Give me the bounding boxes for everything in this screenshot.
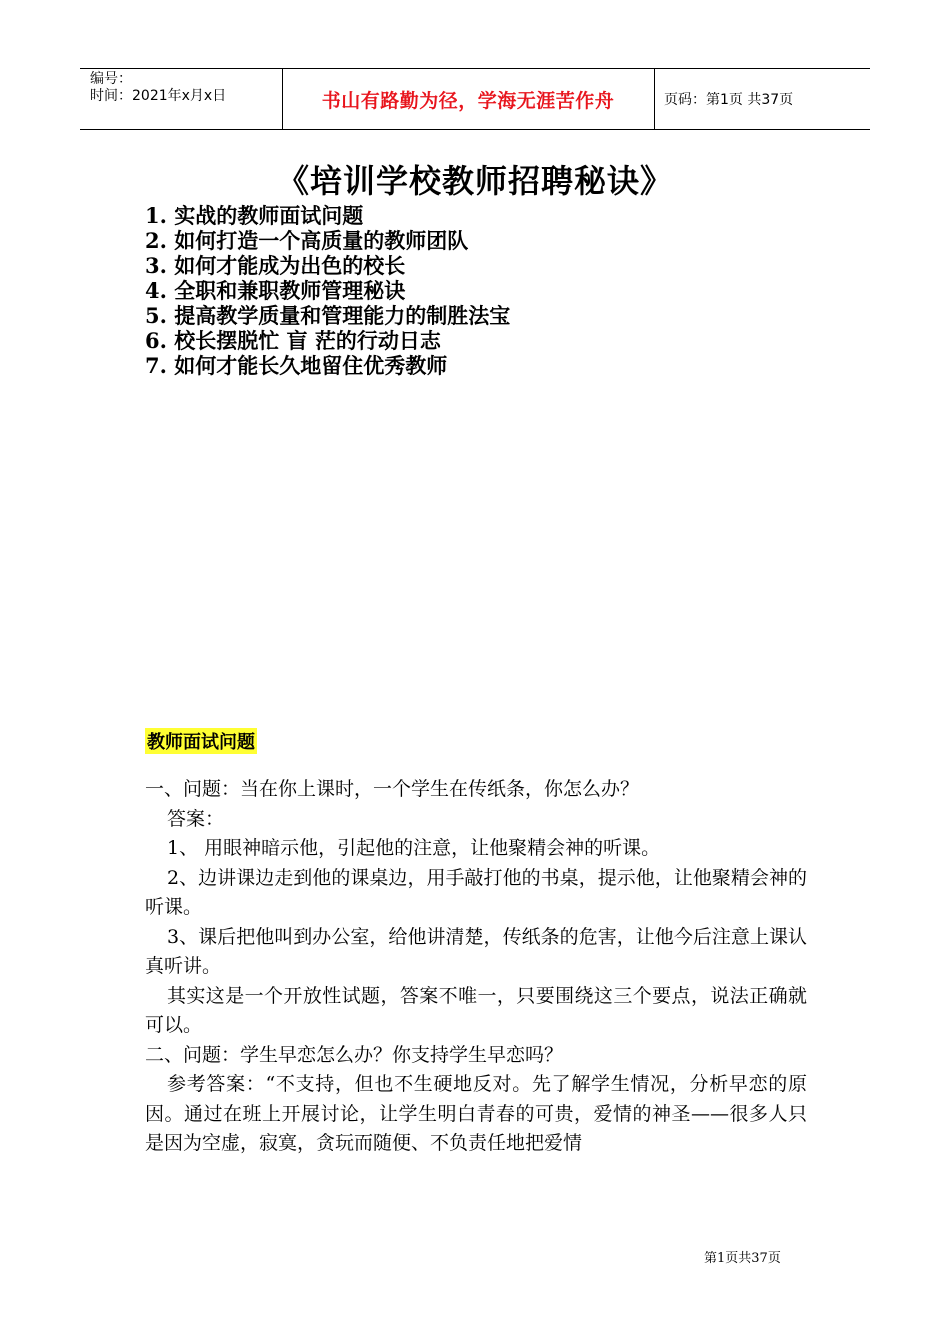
paragraph: 答案： (167, 807, 225, 830)
paragraph: 一、问题：当在你上课时，一个学生在传纸条，你怎么办？ (145, 778, 640, 800)
paragraph: 1、 用眼神暗示他，引起他的注意，让他聚精会神的听课。 (167, 837, 661, 859)
document-title: 《培训学校教师招聘秘诀》 (276, 162, 673, 200)
toc-item: 4. 全职和兼职教师管理秘诀 (145, 278, 406, 303)
header-motto: 书山有路勤为径，学海无涯苦作舟 (321, 89, 615, 112)
paragraph: 参考答案：“不支持，但也不生硬地反对。先了解学生情况，分析早恋的原因。通过在班上开展讨论，让学生明白青春的可贵，爱情的神圣——很多人只是因为空虚，寂寞，贪玩而随便、不负责任地把爱情 (145, 1073, 807, 1154)
toc-item: 2. 如何打造一个高质量的教师团队 (145, 228, 469, 253)
toc-item: 6. 校长摆脱忙 盲 茫的行动日志 (145, 328, 441, 353)
code-label: 编号： (90, 71, 132, 87)
toc-item: 1. 实战的教师面试问题 (145, 203, 364, 228)
header-divider-right (654, 69, 655, 129)
toc-item: 7. 如何才能长久地留住优秀教师 (145, 353, 448, 378)
table-of-contents (145, 203, 510, 378)
body-text (145, 775, 807, 1159)
section-heading: 教师面试问题 (145, 728, 257, 754)
toc-item: 5. 提高教学质量和管理能力的制胜法宝 (145, 303, 511, 328)
header-page-info: 页码：第1页 共37页 (664, 92, 794, 108)
paragraph: 2、边讲课边走到他的课桌边，用手敲打他的书桌，提示他，让他聚精会神的听课。 (145, 866, 807, 918)
header-meta (90, 71, 280, 105)
paragraph: 二、问题：学生早恋怎么办？你支持学生早恋吗？ (145, 1043, 564, 1066)
toc-item: 3. 如何才能成为出色的校长 (145, 253, 406, 278)
page-footer: 第1页共37页 (704, 1251, 781, 1266)
time-label: 时间：2021年x月x日 (90, 88, 227, 104)
paragraph: 其实这是一个开放性试题，答案不唯一，只要围绕这三个要点，说法正确就可以。 (145, 984, 807, 1036)
paragraph: 3、课后把他叫到办公室，给他讲清楚，传纸条的危害，让他今后注意上课认真听讲。 (145, 925, 807, 977)
page-header (80, 68, 870, 130)
